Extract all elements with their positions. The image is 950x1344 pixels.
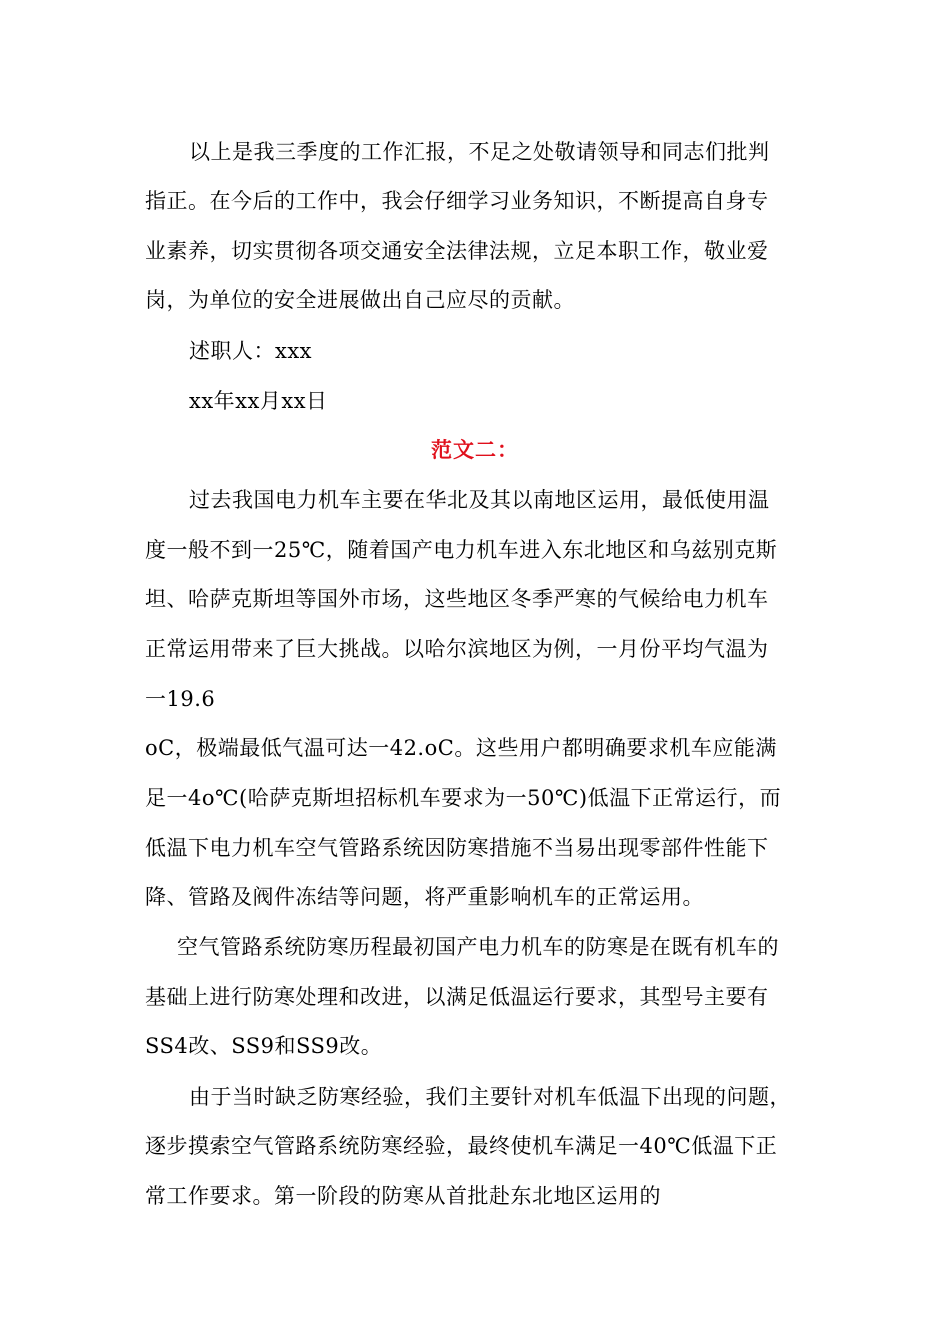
- paragraph-4-line-2: 逐步摸索空气管路系统防寒经验，最终使机车满足一40℃低温下正: [145, 1134, 778, 1158]
- paragraph-4-line-1: 由于当时缺乏防寒经验，我们主要针对机车低温下出现的问题，: [189, 1085, 791, 1109]
- paragraph-2-line-9: 降、管路及阀件冻结等问题，将严重影响机车的正常运用。: [145, 885, 704, 909]
- paragraph-1-line-3: 业素养，切实贯彻各项交通安全法律法规，立足本职工作，敬业爱: [145, 239, 769, 263]
- date: xx年xx月xx日: [189, 389, 328, 413]
- paragraph-2-line-3: 坦、哈萨克斯坦等国外市场，这些地区冬季严寒的气候给电力机车: [145, 587, 769, 611]
- paragraph-2-line-5: 一19.6: [145, 687, 216, 711]
- paragraph-3-line-1: 空气管路系统防寒历程最初国产电力机车的防寒是在既有机车的: [177, 935, 779, 959]
- paragraph-4-line-3: 常工作要求。第一阶段的防寒从首批赴东北地区运用的: [145, 1184, 661, 1208]
- paragraph-2-line-8: 低温下电力机车空气管路系统因防寒措施不当易出现零部件性能下: [145, 836, 769, 860]
- paragraph-2-line-1: 过去我国电力机车主要在华北及其以南地区运用，最低使用温: [189, 488, 770, 512]
- paragraph-2-line-7: 足一4o℃(哈萨克斯坦招标机车要求为一50℃)低温下正常运行，而: [145, 786, 782, 810]
- paragraph-2-line-4: 正常运用带来了巨大挑战。以哈尔滨地区为例，一月份平均气温为: [145, 637, 769, 661]
- paragraph-2-line-6: oC，极端最低气温可达一42.oC。这些用户都明确要求机车应能满: [145, 736, 777, 760]
- paragraph-1-line-4: 岗，为单位的安全进展做出自己应尽的贡献。: [145, 288, 575, 312]
- paragraph-1-line-2: 指正。在今后的工作中，我会仔细学习业务知识，不断提高自身专: [145, 189, 769, 213]
- paragraph-3-line-3: SS4改、SS9和SS9改。: [145, 1034, 383, 1058]
- paragraph-2-line-2: 度一般不到一25℃，随着国产电力机车进入东北地区和乌兹别克斯: [145, 538, 778, 562]
- paragraph-1-line-1: 以上是我三季度的工作汇报，不足之处敬请领导和同志们批判: [189, 140, 770, 164]
- signature: 述职人：xxx: [189, 339, 313, 363]
- section-heading: 范文二：: [431, 437, 519, 462]
- paragraph-3-line-2: 基础上进行防寒处理和改进，以满足低温运行要求，其型号主要有: [145, 985, 769, 1009]
